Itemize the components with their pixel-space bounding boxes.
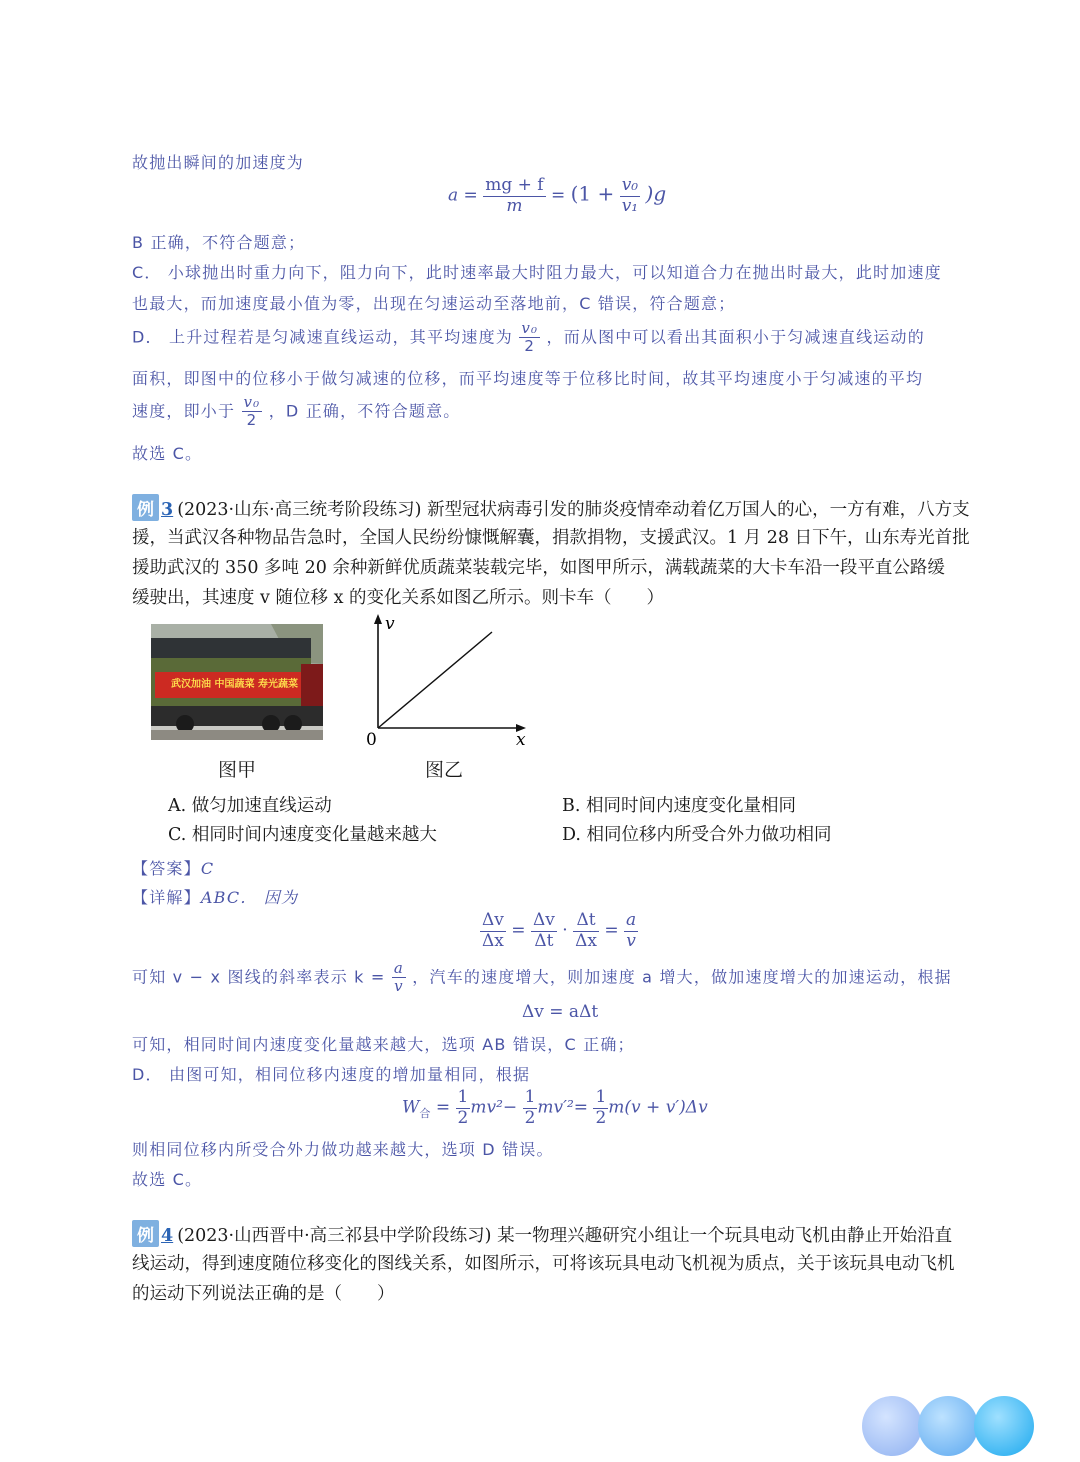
solution-line: 故选 C。: [132, 444, 203, 463]
vx-graph: [360, 612, 540, 752]
frac-numerator: v₀: [621, 175, 639, 195]
figure-caption-jia: 图甲: [218, 759, 257, 781]
text-segment: D． 上升过程若是匀减速直线运动，其平均速度为: [132, 327, 514, 347]
example3-line3: 援助武汉的 350 多吨 20 余种新鲜优质蔬菜装载完毕，如图甲所示，满载蔬菜的大卡车沿一段平直公路缓: [132, 558, 945, 578]
option-d: D. 相同位移内所受合外力做功相同: [562, 825, 832, 845]
axis-label-v: v: [385, 614, 395, 634]
fraction: [624, 911, 638, 951]
fraction: [242, 394, 263, 430]
detail-label: 【详解】: [132, 888, 201, 907]
frac-numerator: Δt: [573, 911, 599, 932]
solution-line: C． 小球抛出时重力向下，阻力向下，此时速率最大时阻力最大，可以知道合力在抛出时最大，此时加速度: [132, 263, 942, 282]
paren-open: (1 +: [570, 181, 615, 206]
frac-denominator: m: [506, 195, 523, 216]
equals: =: [604, 920, 619, 941]
fraction: [523, 1088, 538, 1128]
text-segment: ，而从图中可以看出其面积小于匀减速直线运动的: [546, 327, 925, 347]
frac-denominator: Δt: [534, 930, 554, 951]
fraction: [480, 911, 506, 951]
solution-line: 故选 C。: [132, 1170, 203, 1189]
slope-line: [132, 960, 952, 996]
option-b: B. 相同时间内速度变化量相同: [562, 796, 796, 816]
formula-work: [402, 1088, 708, 1128]
frac-numerator: 1: [595, 1087, 607, 1107]
example4-line1: [132, 1220, 992, 1247]
text-segment: (2023·山西晋中·高三祁县中学阶段练习) 某一物理兴趣研究小组让一个玩具电动飞机由静止开始沿直: [177, 1226, 953, 1246]
text-segment: ，D 正确，不符合题意。: [268, 401, 461, 421]
frac-numerator: 1: [457, 1087, 469, 1107]
answer-label: 【答案】: [132, 859, 201, 878]
fraction: [620, 176, 640, 216]
frac-denominator: v: [626, 930, 636, 951]
work-subscript: 合: [419, 1106, 431, 1120]
example-tag: 例: [132, 1220, 159, 1247]
fraction: [392, 960, 406, 996]
fraction: [456, 1088, 471, 1128]
frac-numerator: a: [626, 910, 637, 930]
example3-line2: 援，当武汉各种物品告急时，全国人民纷纷慷慨解囊，捐款捐物，支援武汉。1 月 28 日下午，山东寿光首批: [132, 528, 970, 548]
fraction: [593, 1088, 608, 1128]
frac-numerator: 1: [524, 1087, 536, 1107]
figure-caption-yi: 图乙: [425, 759, 464, 781]
detail-line: [132, 885, 298, 908]
axis-origin-0: 0: [366, 730, 377, 750]
bubble-icon: [862, 1396, 922, 1456]
frac-numerator: a: [393, 959, 404, 977]
text-segment: ，汽车的速度增大，则加速度 a 增大，做加速度增大的加速运动，根据: [412, 967, 952, 987]
equals: =: [435, 1097, 451, 1118]
text-segment: (2023·山东·高三统考阶段练习) 新型冠状病毒引发的肺炎疫情牵动着亿万国人的心，一方有难，八方支: [177, 500, 970, 520]
y-axis-arrow: [374, 614, 382, 624]
equals: =: [511, 920, 526, 941]
frac-denominator: 2: [246, 411, 258, 430]
frac-numerator: Δv: [532, 910, 555, 930]
example3-line4: 缓驶出，其速度 v 随位移 x 的变化关系如图乙所示。则卡车（ ）: [132, 588, 665, 608]
axis-label-x: x: [516, 730, 526, 750]
option-a: A. 做匀加速直线运动: [168, 796, 332, 816]
text-segment: 速度，即小于: [132, 401, 236, 421]
decorative-bubbles: [862, 1396, 1042, 1456]
frac-denominator: 2: [457, 1107, 469, 1128]
frac-denominator: v: [394, 977, 404, 996]
frac-denominator: Δx: [482, 930, 504, 951]
formula-dv: Δv = aΔt: [522, 1002, 599, 1022]
paren-close: )g: [645, 181, 667, 206]
solution-line: 也最大，而加速度最小值为零，出现在匀速运动至落地前，C 错误，符合题意；: [132, 294, 736, 313]
option-c: C. 相同时间内速度变化量越来越大: [168, 825, 437, 845]
example-number: 3: [161, 500, 174, 520]
frac-denominator: 2: [524, 337, 536, 356]
solution-line: 面积，即图中的位移小于做匀减速的位移，而平均速度等于位移比时间，故其平均速度小于匀减速的平均: [132, 369, 924, 388]
example4-line2: 线运动，得到速度随位移变化的图线关系，如图所示，可将该玩具电动飞机视为质点，关于该玩具电动飞机: [132, 1254, 955, 1274]
frac-numerator: v₀: [243, 393, 261, 411]
bubble-icon: [918, 1396, 978, 1456]
solution-line: 故抛出瞬间的加速度为: [132, 153, 305, 172]
answer-line: [132, 856, 214, 879]
frac-denominator: Δx: [575, 930, 597, 951]
bubble-icon: [974, 1396, 1034, 1456]
term: mv²−: [470, 1097, 518, 1118]
solution-line-d1: [132, 320, 925, 356]
formula-lhs: a =: [448, 185, 478, 206]
frac-numerator: v₀: [521, 319, 539, 337]
frac-numerator: Δv: [482, 910, 504, 930]
text-segment: 可知 v − x 图线的斜率表示 k =: [132, 967, 386, 987]
solution-line-d3: [132, 394, 461, 430]
example-number: 4: [161, 1226, 174, 1246]
solution-line: D． 由图可知，相同位移内速度的增加量相同，根据: [132, 1065, 531, 1084]
solution-line: B 正确，不符合题意；: [132, 233, 306, 252]
fraction: [573, 911, 599, 951]
term: m(v + v′)Δv: [608, 1097, 708, 1118]
example-tag: 例: [132, 494, 159, 521]
detail-intro: ABC． 因为: [200, 888, 299, 907]
fraction: [483, 176, 545, 216]
fraction: [519, 320, 540, 356]
solution-line: 则相同位移内所受合外力做功越来越大，选项 D 错误。: [132, 1140, 554, 1159]
frac-denominator: v₁: [621, 195, 639, 216]
truck-photo: [151, 624, 323, 740]
example4-line3: 的运动下列说法正确的是（ ）: [132, 1284, 395, 1304]
solution-line: 可知，相同时间内速度变化量越来越大，选项 AB 错误，C 正确；: [132, 1035, 635, 1054]
frac-numerator: mg + f: [485, 175, 544, 195]
formula-acceleration: [448, 176, 666, 216]
answer-value: C: [200, 859, 215, 878]
example3-line1: [132, 494, 992, 521]
frac-denominator: 2: [524, 1107, 536, 1128]
equals: =: [550, 185, 566, 206]
work-symbol: W: [402, 1097, 420, 1118]
formula-dv-dx: [480, 911, 638, 951]
fraction: [531, 911, 557, 951]
line-series: [378, 632, 492, 728]
term: mv′²=: [537, 1097, 589, 1118]
dot: ·: [562, 920, 568, 941]
truck-banner-text: 武汉加油 中国蔬菜 寿光蔬菜: [171, 679, 298, 690]
frac-denominator: 2: [595, 1107, 607, 1128]
